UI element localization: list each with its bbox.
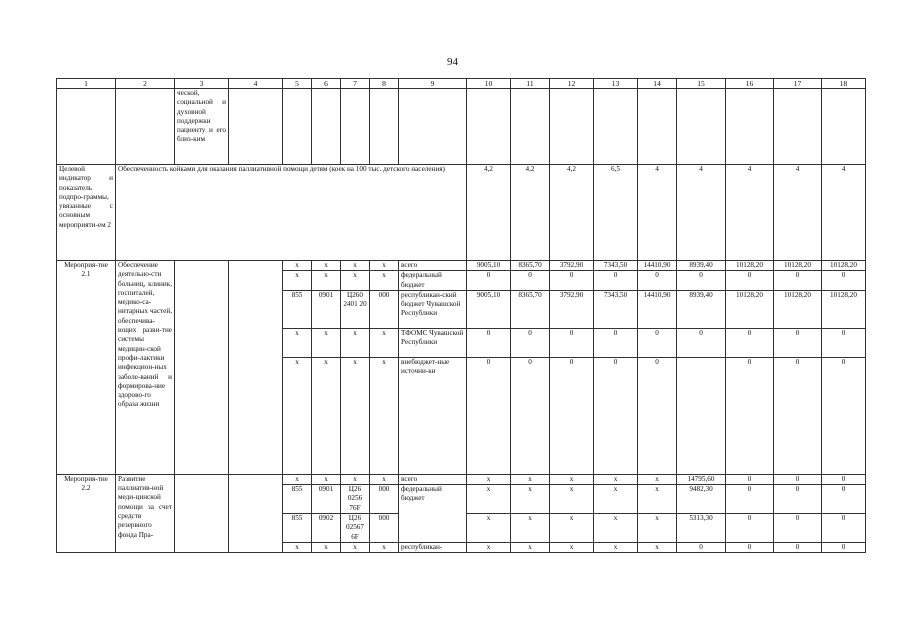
table-cell: 0901 xyxy=(312,290,341,328)
table-cell: x xyxy=(594,485,638,514)
table-cell: x xyxy=(283,271,312,291)
table-cell: 0 xyxy=(467,328,511,357)
indicator-value: 4,2 xyxy=(467,165,511,261)
table-cell: x xyxy=(370,474,399,484)
table-cell: Ц260 2401 20 xyxy=(341,290,370,328)
continuation-text: ческой, социальной и духовной поддержки пациенту и его близ-ким xyxy=(175,89,229,165)
table-cell: 14795,60 xyxy=(677,474,726,484)
table-cell: 8365,70 xyxy=(511,290,550,328)
table-cell: 0 xyxy=(726,542,774,552)
table-cell: Ц26 0256 76F xyxy=(341,485,370,514)
table-cell: 0 xyxy=(774,357,822,474)
table-cell: x xyxy=(341,474,370,484)
table-cell: 0 xyxy=(726,485,774,514)
header-cell: 1 xyxy=(57,79,116,89)
table-cell: 0 xyxy=(467,357,511,474)
indicator-value: 4 xyxy=(638,165,677,261)
header-cell: 12 xyxy=(550,79,594,89)
table-cell: 10128,20 xyxy=(822,261,866,271)
continuation-row xyxy=(57,89,866,165)
table-cell: 0 xyxy=(822,542,866,552)
table-cell: x xyxy=(283,261,312,271)
table-cell: x xyxy=(638,542,677,552)
table-cell: 855 xyxy=(283,514,312,543)
table-cell: Ц26 02567 6F xyxy=(341,514,370,543)
table-cell: 3792,90 xyxy=(550,261,594,271)
header-cell: 5 xyxy=(283,79,312,89)
table-cell: x xyxy=(312,261,341,271)
table-cell: 0 xyxy=(550,357,594,474)
table-cell: 10128,20 xyxy=(726,290,774,328)
header-cell: 15 xyxy=(677,79,726,89)
table-cell: x xyxy=(341,261,370,271)
header-cell: 11 xyxy=(511,79,550,89)
table-cell: 0 xyxy=(594,357,638,474)
table-cell: 0 xyxy=(511,271,550,291)
table-cell: 9005,10 xyxy=(467,290,511,328)
table-cell: 10128,20 xyxy=(822,290,866,328)
header-cell: 10 xyxy=(467,79,511,89)
table-cell: 0 xyxy=(774,474,822,484)
table-cell: 0 xyxy=(550,271,594,291)
table-cell: x xyxy=(341,357,370,474)
table-cell: 0 xyxy=(774,485,822,514)
table-cell: x xyxy=(312,357,341,474)
table-cell: 7343,50 xyxy=(594,290,638,328)
table-cell: 10128,20 xyxy=(774,290,822,328)
header-cell: 6 xyxy=(312,79,341,89)
table-cell: x xyxy=(312,474,341,484)
table-cell: x xyxy=(467,542,511,552)
header-cell: 14 xyxy=(638,79,677,89)
funding-source: всего xyxy=(399,474,467,484)
funding-source: внебюджет-ные источни-ки xyxy=(399,357,467,474)
table-cell: x xyxy=(341,271,370,291)
measure-label: Мероприя-тие 2.2 xyxy=(57,474,116,552)
header-cell: 9 xyxy=(399,79,467,89)
indicator-text: Обеспеченность койками для оказания паллиативной помощи детям (коек на 100 тыс. детского населения) xyxy=(116,165,467,261)
table-cell: x xyxy=(283,542,312,552)
table-cell: 0 xyxy=(467,271,511,291)
table-cell: 0 xyxy=(774,514,822,543)
table-cell: x xyxy=(370,328,399,357)
table-cell xyxy=(677,357,726,474)
table-cell: 0 xyxy=(638,328,677,357)
table-cell: 000 xyxy=(370,485,399,514)
table-cell: 0 xyxy=(774,328,822,357)
table-cell: 0 xyxy=(726,271,774,291)
funding-source: федеральный бюджет xyxy=(399,485,467,543)
indicator-value: 4 xyxy=(774,165,822,261)
table-cell: 10128,20 xyxy=(774,261,822,271)
table-cell: 0 xyxy=(774,271,822,291)
table-cell: 3792,90 xyxy=(550,290,594,328)
table-cell: 0 xyxy=(677,271,726,291)
funding-source: всего xyxy=(399,261,467,271)
budget-table xyxy=(56,78,866,553)
table-cell: 9482,30 xyxy=(677,485,726,514)
table-cell: 0 xyxy=(774,542,822,552)
table-cell: 0 xyxy=(822,328,866,357)
header-cell: 3 xyxy=(175,79,229,89)
table-row xyxy=(57,261,866,271)
table-cell: x xyxy=(467,485,511,514)
table-cell: 0 xyxy=(550,328,594,357)
table-cell: x xyxy=(594,474,638,484)
table-cell: x xyxy=(370,261,399,271)
indicator-value: 6,5 xyxy=(594,165,638,261)
table-cell: x xyxy=(550,542,594,552)
table-cell: x xyxy=(341,542,370,552)
measure-label: Мероприя-тие 2.1 xyxy=(57,261,116,475)
table-cell: x xyxy=(594,542,638,552)
table-cell: 000 xyxy=(370,514,399,543)
table-cell: 0 xyxy=(677,542,726,552)
funding-source: республикан-ский бюджет Чувашской Республики xyxy=(399,290,467,328)
table-cell: x xyxy=(511,474,550,484)
table-cell: x xyxy=(550,485,594,514)
table-cell: x xyxy=(312,328,341,357)
table-cell: 0 xyxy=(594,271,638,291)
table-cell: 855 xyxy=(283,485,312,514)
table-cell: x xyxy=(550,474,594,484)
table-cell: x xyxy=(511,542,550,552)
table-cell: 000 xyxy=(370,290,399,328)
table-cell: 855 xyxy=(283,290,312,328)
table-cell: 0 xyxy=(638,357,677,474)
table-cell: x xyxy=(312,542,341,552)
table-cell: x xyxy=(638,485,677,514)
page-number: 94 xyxy=(447,56,458,68)
header-cell: 16 xyxy=(726,79,774,89)
table-cell: x xyxy=(467,514,511,543)
table-cell: x xyxy=(511,485,550,514)
indicator-value: 4,2 xyxy=(550,165,594,261)
header-cell: 13 xyxy=(594,79,638,89)
table-cell: x xyxy=(550,514,594,543)
table-cell: 0 xyxy=(726,328,774,357)
table-cell: 9005,10 xyxy=(467,261,511,271)
table-cell: 10128,20 xyxy=(726,261,774,271)
table-row xyxy=(57,474,866,484)
table-cell: x xyxy=(467,474,511,484)
funding-source: ТФОМС Чувашской Республики xyxy=(399,328,467,357)
measure-name: Развитие паллиатив-ной меди-цинской помощи за счет средств резервного фонда Пра- xyxy=(116,474,175,552)
table-cell: x xyxy=(638,514,677,543)
table-cell: 0 xyxy=(511,357,550,474)
table-cell: x xyxy=(283,474,312,484)
table-cell: 0 xyxy=(822,357,866,474)
table-cell: 0 xyxy=(822,271,866,291)
table-cell: x xyxy=(370,271,399,291)
table-cell: 5313,30 xyxy=(677,514,726,543)
measure-name: Обеспечение деятельно-сти больниц, клиник, госпиталей, медико-са-нитарных частей, обеспечива-ющих разви-тие системы медицин-ской профи-лактики инфекцион-ных заболе-ваний и формирова-ние здорово-го образа жизни xyxy=(116,261,175,475)
table-cell: 0 xyxy=(726,514,774,543)
table-cell: 8939,40 xyxy=(677,290,726,328)
table-cell: x xyxy=(283,357,312,474)
header-cell: 4 xyxy=(229,79,283,89)
header-cell: 2 xyxy=(116,79,175,89)
table-cell: 8939,40 xyxy=(677,261,726,271)
funding-source: республикан- xyxy=(399,542,467,552)
table-cell: 0901 xyxy=(312,485,341,514)
table-cell: 0 xyxy=(726,357,774,474)
table-cell: x xyxy=(312,271,341,291)
header-cell: 18 xyxy=(822,79,866,89)
indicator-value: 4,2 xyxy=(511,165,550,261)
table-cell: 0 xyxy=(511,328,550,357)
indicator-value: 4 xyxy=(677,165,726,261)
table-cell: x xyxy=(370,542,399,552)
table-cell: x xyxy=(370,357,399,474)
funding-source: федеральный бюджет xyxy=(399,271,467,291)
table-cell: 0 xyxy=(594,328,638,357)
indicator-row xyxy=(57,165,866,261)
table-cell: x xyxy=(594,514,638,543)
indicator-value: 4 xyxy=(726,165,774,261)
indicator-value: 4 xyxy=(822,165,866,261)
table-cell: x xyxy=(283,328,312,357)
indicator-label: Целевой индикатор и показатель подпро-граммы, увязанные с основным мероприяти-ем 2 xyxy=(57,165,116,261)
table-cell: 8365,70 xyxy=(511,261,550,271)
header-cell: 17 xyxy=(774,79,822,89)
table-cell: 0 xyxy=(822,514,866,543)
table-cell: x xyxy=(341,328,370,357)
table-cell: x xyxy=(638,474,677,484)
table-cell: 0 xyxy=(726,474,774,484)
table-cell: 14410,90 xyxy=(638,290,677,328)
table-cell: 14410,90 xyxy=(638,261,677,271)
table-cell: 0 xyxy=(638,271,677,291)
table-cell: x xyxy=(511,514,550,543)
header-cell: 8 xyxy=(370,79,399,89)
header-cell: 7 xyxy=(341,79,370,89)
table-cell: 7343,50 xyxy=(594,261,638,271)
table-cell: 0902 xyxy=(312,514,341,543)
header-row xyxy=(57,79,866,89)
table-cell: 0 xyxy=(822,485,866,514)
table-cell: 0 xyxy=(677,328,726,357)
table-cell: 0 xyxy=(822,474,866,484)
